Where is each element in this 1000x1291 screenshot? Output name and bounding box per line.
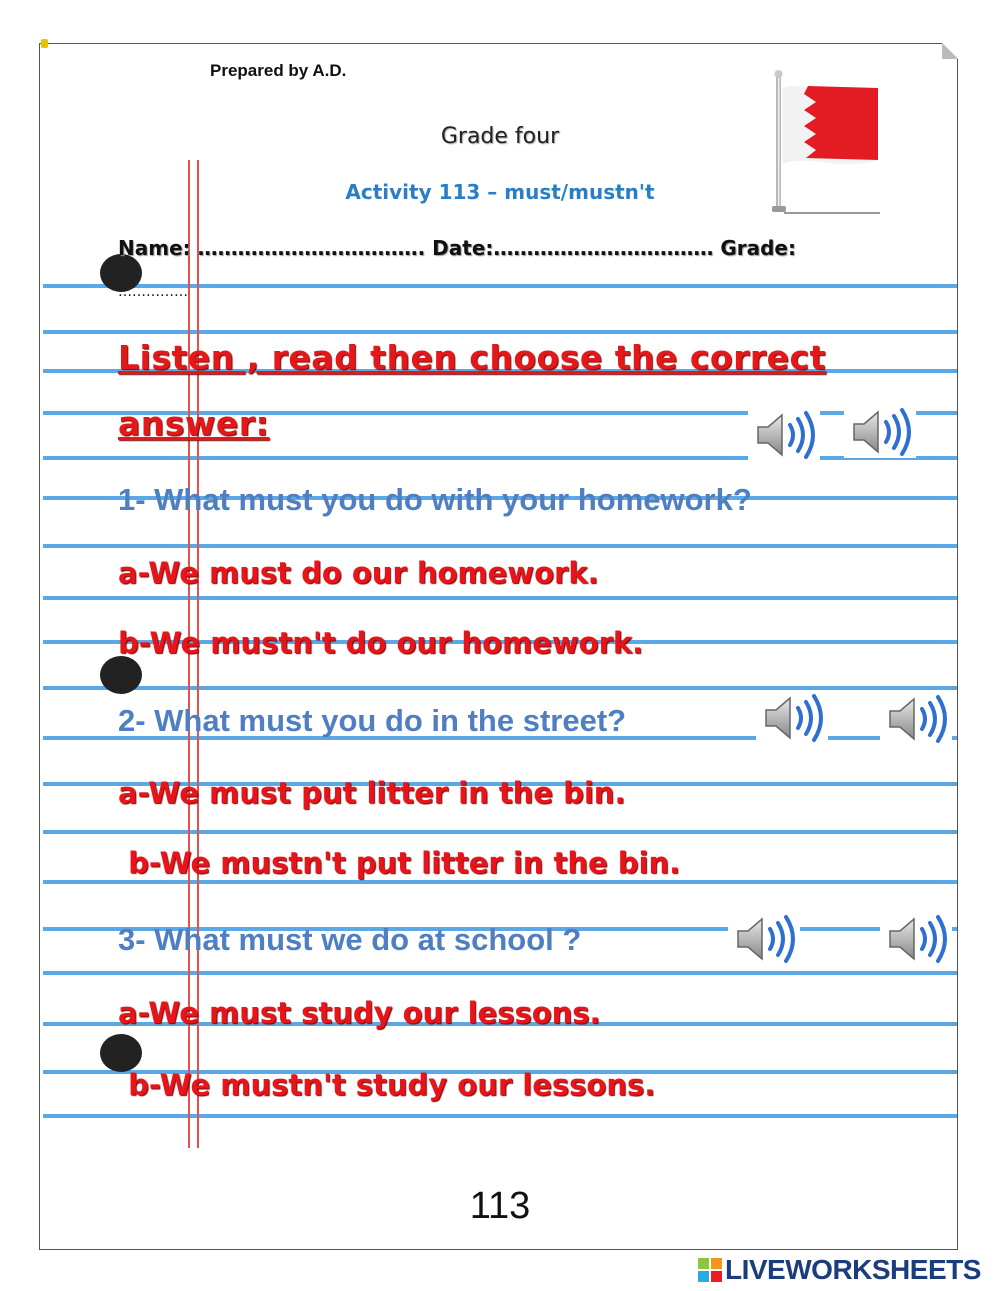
question-2-answer-b[interactable]: b-We mustn't put litter in the bin.	[118, 846, 681, 880]
pin-icon	[41, 39, 48, 48]
activity-title: Activity 113 – must/mustn't	[345, 180, 655, 204]
liveworksheets-logo-icon	[697, 1257, 723, 1283]
speaker-button-question-3-a[interactable]	[728, 913, 800, 965]
brand-name: LIVEWORKSHEETS	[725, 1254, 981, 1285]
question-3-answer-a[interactable]: a-We must study our lessons.	[118, 996, 601, 1030]
instruction-line-1: Listen , read then choose the correct	[118, 338, 826, 377]
speaker-icon	[748, 409, 820, 461]
liveworksheets-brand	[697, 1254, 981, 1286]
speaker-button-question-2-a[interactable]	[756, 692, 828, 744]
speaker-icon	[880, 693, 952, 745]
grade-dots: ……………	[118, 284, 188, 300]
binder-hole	[100, 1034, 142, 1072]
question-2: 2- What must you do in the street?	[118, 703, 627, 738]
grade-title: Grade four	[440, 124, 560, 149]
question-3: 3- What must we do at school ?	[118, 922, 582, 957]
question-1-answer-a[interactable]: a-We must do our homework.	[118, 556, 599, 590]
speaker-button-instruction-1[interactable]	[748, 409, 820, 461]
question-1-answer-b[interactable]: b-We mustn't do our homework.	[118, 626, 644, 660]
prepared-by: Prepared by A.D.	[210, 61, 347, 80]
name-date-grade-line: Name: ……………………………. Date:…………………………… Grade:	[118, 236, 796, 260]
speaker-button-instruction-2[interactable]	[844, 406, 916, 458]
speaker-button-question-2-b[interactable]	[880, 693, 952, 745]
speaker-icon	[728, 913, 800, 965]
page-number: 113	[469, 1185, 531, 1227]
question-3-answer-b[interactable]: b-We mustn't study our lessons.	[118, 1068, 656, 1102]
speaker-icon	[756, 692, 828, 744]
page-fold-corner	[942, 43, 958, 59]
speaker-icon	[880, 913, 952, 965]
binder-hole	[100, 656, 142, 694]
speaker-icon	[844, 406, 916, 458]
speaker-button-question-3-b[interactable]	[880, 913, 952, 965]
instruction-line-2: answer:	[118, 404, 270, 443]
question-2-answer-a[interactable]: a-We must put litter in the bin.	[118, 776, 626, 810]
question-1: 1- What must you do with your homework?	[118, 482, 752, 517]
